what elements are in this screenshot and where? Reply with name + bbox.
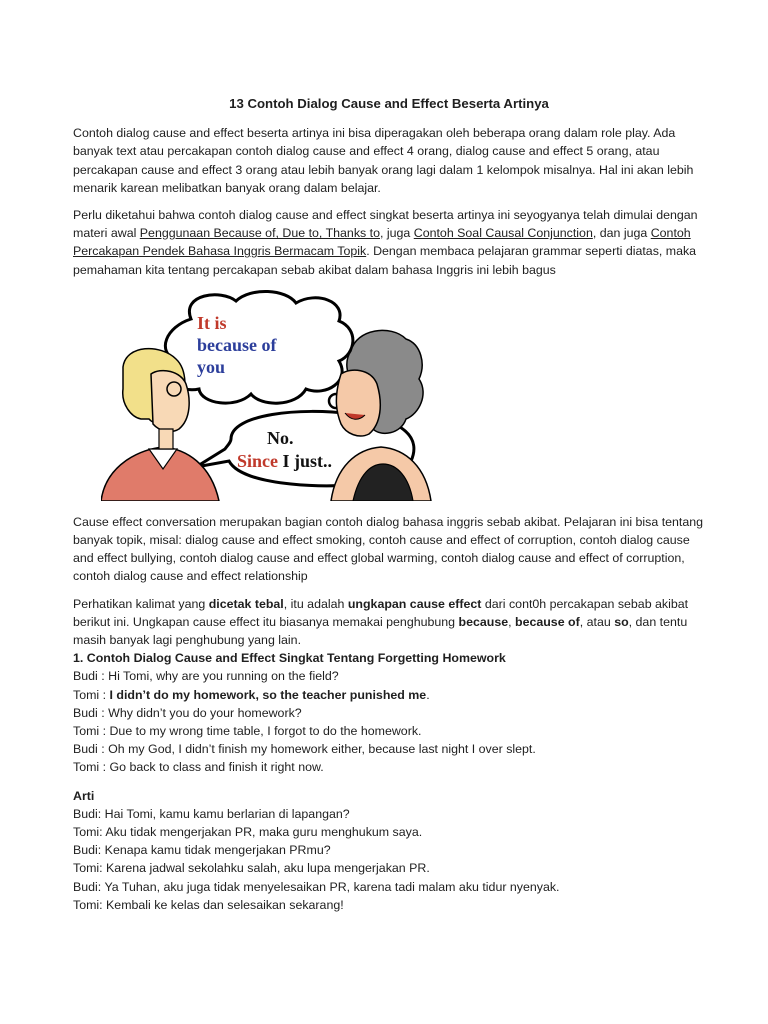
text-span: , atau	[579, 614, 615, 629]
bold-text: because of	[515, 614, 580, 629]
link-causal-conjunction[interactable]: Contoh Soal Causal Conjunction	[413, 226, 593, 241]
text-span: , dan tentu masih banyak lagi penghubung yang lain.	[73, 614, 688, 648]
bold-text: I didn’t do my homework, so the teacher punished me	[109, 687, 427, 702]
text-span: , dan juga	[592, 226, 651, 241]
spacer	[73, 777, 705, 787]
text-span: , itu adalah	[283, 596, 348, 611]
bold-text: because	[458, 614, 509, 629]
page-title: 13 Contoh Dialog Cause and Effect Beserta Artinya	[229, 96, 549, 111]
translation-line: Budi: Ya Tuhan, aku juga tidak menyelesaikan PR, karena tadi malam aku tidur nyenyak.	[73, 879, 560, 894]
dialog-line	[73, 686, 705, 704]
prerequisite-paragraph	[73, 206, 705, 279]
speaker-text: Tomi :	[73, 687, 110, 702]
bubble-text-it-is: It is	[197, 312, 227, 333]
text-span: .	[426, 687, 430, 702]
link-because-of[interactable]: Penggunaan Because of, Due to, Thanks to	[139, 226, 380, 241]
bold-text: ungkapan cause effect	[347, 596, 482, 611]
dialog-line: Tomi : Go back to class and finish it right now.	[73, 760, 324, 775]
dialog-line: Budi : Oh my God, I didn’t finish my homework either, because last night I over slept.	[73, 742, 536, 757]
since-word: Since	[237, 450, 279, 471]
document-page	[73, 95, 705, 914]
right-woman-face	[336, 370, 380, 436]
text-span: Perlu diketahui bahwa contoh dialog cause and effect singkat beserta artinya ini seyogyanya telah dimulai dengan materi awal	[73, 208, 698, 241]
left-woman-neck	[159, 429, 173, 449]
link-percakapan-pendek[interactable]: Contoh Percakapan Pendek Bahasa Inggris Bermacam Topik	[73, 226, 691, 259]
topics-paragraph: Cause effect conversation merupakan bagian contoh dialog bahasa inggris sebab akibat. Pelajaran ini bisa tentang banyak topik, misal: dialog cause and effect smoking, contoh cause and effect of corruption, contoh dialog cause and effect bullying, contoh dialog cause and effect global warming, contoh dialog cause and effect of corruption, contoh dialog cause and effect relationship	[73, 514, 704, 584]
dialog-line: Tomi : Due to my wrong time table, I forgot to do the homework.	[73, 724, 422, 739]
bold-text: so	[614, 614, 629, 629]
cartoon-illustration	[101, 289, 451, 501]
arti-heading: Arti	[73, 788, 95, 803]
text-span: . Dengan membaca pelajaran grammar seperti diatas, maka pemahaman kita tentang percakapan sebab akibat dalam bahasa Inggris ini lebih bagus	[73, 244, 697, 277]
section-heading: 1. Contoh Dialog Cause and Effect Singkat Tentang Forgetting Homework	[73, 651, 506, 666]
bubble-text-no: No.	[267, 427, 294, 448]
text-span: , juga	[379, 226, 414, 241]
text-span: ,	[508, 614, 515, 629]
note-paragraph	[73, 595, 705, 650]
i-just-text: I just..	[278, 450, 333, 471]
left-woman-face	[151, 370, 189, 431]
translation-line: Tomi: Kembali ke kelas dan selesaikan sekarang!	[73, 897, 344, 912]
bubble-text-you: you	[197, 356, 226, 377]
translation-line: Budi: Kenapa kamu tidak mengerjakan PRmu?	[73, 843, 331, 858]
bubble-text-since	[237, 450, 332, 472]
bubble-text-because-of: because of	[197, 334, 277, 355]
dialog-line: Budi : Hi Tomi, why are you running on the field?	[73, 669, 339, 684]
dialog-line: Budi : Why didn’t you do your homework?	[73, 705, 302, 720]
translation-line: Tomi: Aku tidak mengerjakan PR, maka guru menghukum saya.	[73, 825, 423, 840]
translation-line: Budi: Hai Tomi, kamu kamu berlarian di lapangan?	[73, 806, 350, 821]
translation-line: Tomi: Karena jadwal sekolahku salah, aku lupa mengerjakan PR.	[73, 861, 430, 876]
intro-paragraph: Contoh dialog cause and effect beserta artinya ini bisa diperagakan oleh beberapa orang dalam role play. Ada banyak text atau percakapan contoh dialog cause and effect 4 orang, dialog cause and effect 5 orang, atau percakapan cause and effect 3 orang atau lebih banyak orang lagi dalam 1 kelompok misalnya. Hal ini akan lebih menarik karean melibatkan banyak orang dalam belajar.	[73, 126, 694, 195]
text-span: Perhatikan kalimat yang	[73, 596, 209, 611]
text-span: dari cont0h percakapan sebab akibat berikut ini. Ungkapan cause effect itu biasanya memakai penghubung	[73, 596, 689, 629]
bold-text: dicetak tebal	[208, 596, 284, 611]
